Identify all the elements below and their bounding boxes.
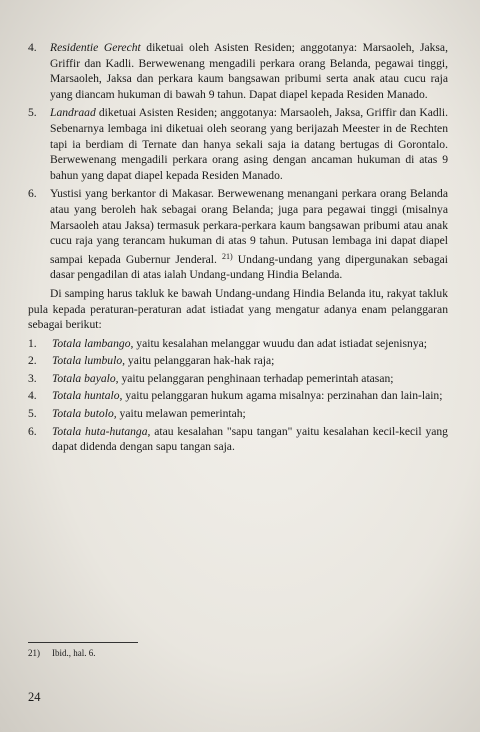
list-item <box>28 105 448 183</box>
item-body-continued: Undang-undang yang dipergunakan sebagai dasar pengadilan di atas ialah Undang-undang Hindia Belanda. <box>50 252 448 282</box>
item-text <box>50 40 448 102</box>
item-text <box>52 388 448 404</box>
item-term: Totala huntalo, <box>52 389 123 403</box>
item-body: yaitu melawan pemerintah; <box>116 407 246 421</box>
footnote <box>28 648 96 658</box>
item-number: 6. <box>28 187 37 201</box>
item-text <box>50 105 448 183</box>
item-body: diketuai oleh Asisten Residen; anggotanya: Marsaoleh, Jaksa, Griffir dan Kadli. Berwewenang mengadili perkara orang Belanda, pegawai tinggi, Marsaoleh, Jaksa dan perkara kaum bangsawan pribumi serta anak atau cucu raja yang diancam hukuman di bawah 9 tahun. Dapat diapel kepada Residen Manado. <box>50 41 448 101</box>
item-number: 5. <box>28 106 37 120</box>
list-item <box>28 388 448 404</box>
item-body: Yustisi yang berkantor di Makasar. Berwewenang menangani perkara orang Belanda atau yang beroleh hak sebagai orang Belanda; juga para pegawai tinggi (misalnya Marsaoleh atau Jaksa) termasuk perkara-perkara kaum bangsawan pribumi atau anak cucu raja yang terancam hukuman di atas 9 tahun. Putusan lembaga ini dapat diapel sampai kepada Gubernur Jenderal. <box>50 187 448 266</box>
item-text <box>52 424 448 455</box>
item-text <box>52 371 448 387</box>
item-number: 6. <box>28 424 37 438</box>
item-text <box>52 406 448 422</box>
item-number: 2. <box>28 354 37 368</box>
item-text <box>52 353 448 369</box>
item-number: 3. <box>28 371 37 385</box>
footnote-number: 21) <box>28 648 40 658</box>
footnote-divider <box>28 642 138 643</box>
item-number: 4. <box>28 41 37 54</box>
item-term: Totala lumbulo, <box>52 354 126 368</box>
footnote-ref: 21) <box>222 251 233 261</box>
item-term: Landraad <box>50 106 96 120</box>
item-body: yaitu pelanggaran hukum agama misalnya: perzinahan dan lain-lain; <box>122 389 443 403</box>
page-content <box>28 40 448 457</box>
item-text <box>50 186 448 283</box>
item-number: 1. <box>28 336 37 350</box>
item-body: diketuai Asisten Residen; anggotanya: Marsaoleh, Jaksa, Griffir dan Kadli. Sebenarnya lembaga ini diketuai oleh seorang yang berijazah Meester in de Rechten tapi ia berdiam di Ternate dan hanya sekali saja ia datang bertugas di Gorontalo. Berwewenang mengadili perkara orang asing dengan ancaman hukuman di atas 9 bahun yang dapat diapel kepada Residen Manado. <box>50 106 448 182</box>
item-term: Totala huta-hutanga, <box>52 424 151 438</box>
item-term: Residentie Gerecht <box>50 41 141 54</box>
list-item <box>28 186 448 283</box>
item-text <box>52 336 448 352</box>
court-list <box>28 40 448 283</box>
item-body: yaitu pelanggaran hak-hak raja; <box>125 354 275 368</box>
item-body: atau kesalahan "sapu tangan" yaitu kesalahan kecil-kecil yang dapat didenda dengan sapu tangan saja. <box>52 424 448 454</box>
item-number: 5. <box>28 407 37 421</box>
footnote-text: Ibid., hal. 6. <box>52 648 96 658</box>
list-item <box>28 424 448 455</box>
item-term: Totala lambango, <box>52 336 134 350</box>
item-body: yaitu pelanggaran penghinaan terhadap pemerintah atasan; <box>118 371 394 385</box>
item-body: yaitu kesalahan melanggar wuudu dan adat istiadat sejenisnya; <box>133 336 428 350</box>
list-item <box>28 40 448 102</box>
offense-list <box>28 336 448 455</box>
body-paragraph: Di samping harus takluk ke bawah Undang-undang Hindia Belanda itu, rakyat takluk pula kepada peraturan-peraturan adat istiadat yang mengatur adanya enam pelanggaran sebagai berikut: <box>28 286 448 332</box>
list-item <box>28 371 448 387</box>
page-number: 24 <box>28 690 41 704</box>
list-item <box>28 353 448 369</box>
item-term: Totala butolo, <box>52 407 117 421</box>
list-item <box>28 406 448 422</box>
list-item <box>28 336 448 352</box>
item-term: Totala bayalo, <box>52 371 119 385</box>
item-number: 4. <box>28 389 37 403</box>
